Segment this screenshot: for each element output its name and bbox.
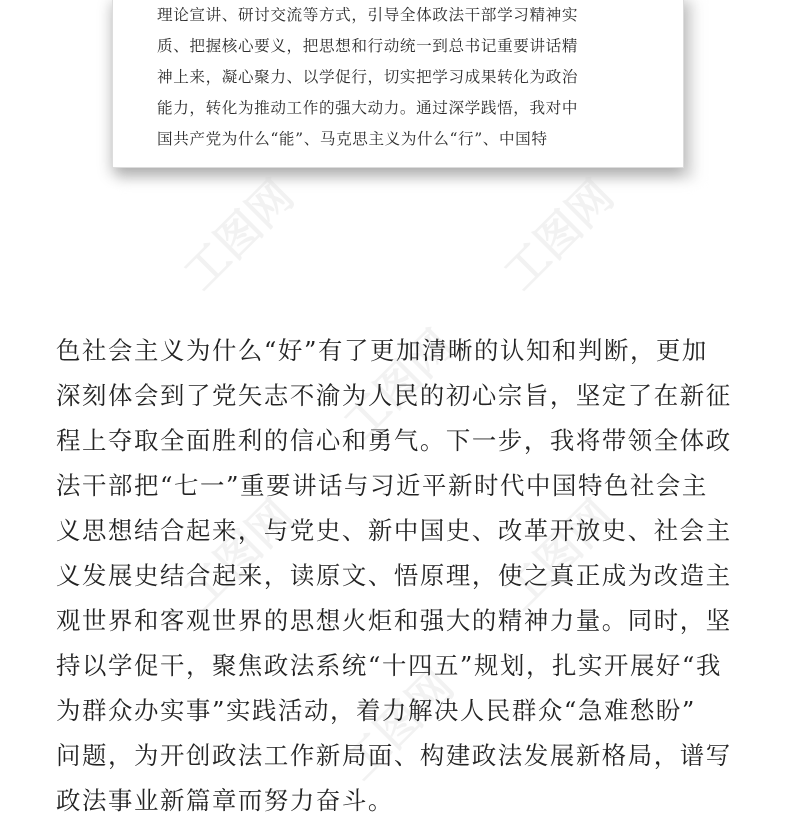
watermark: 工图网	[334, 320, 464, 450]
body-line: 持以学促干，聚焦政法系统“十四五”规划，扎实开展好“我	[56, 651, 722, 680]
card-line: 质、把握核心要义，把思想和行动统一到总书记重要讲话精	[157, 37, 579, 55]
body-line: 程上夺取全面胜利的信心和勇气。下一步，我将带领全体政	[56, 426, 732, 455]
watermark: 工图网	[334, 660, 464, 790]
watermark: 工图网	[174, 170, 304, 300]
body-line: 观世界和客观世界的思想火炬和强大的精神力量。同时，坚	[56, 606, 732, 635]
watermark: 工图网	[174, 490, 304, 620]
card-line: 理论宣讲、研讨交流等方式，引导全体政法干部学习精神实	[157, 6, 579, 24]
body-line: 政法事业新篇章而努力奋斗。	[56, 786, 394, 815]
card-line: 能力，转化为推动工作的强大动力。通过深学践悟，我对中	[157, 99, 579, 117]
body-line: 深刻体会到了党矢志不渝为人民的初心宗旨，坚定了在新征	[56, 381, 732, 410]
card-line: 国共产党为什么“能”、马克思主义为什么“行”、中国特	[157, 130, 548, 148]
body-line: 问题，为开创政法工作新局面、构建政法发展新格局，谱写	[56, 741, 732, 770]
body-line: 为群众办实事”实践活动，着力解决人民群众“急难愁盼”	[56, 696, 696, 725]
watermark: 工图网	[494, 170, 624, 300]
body-line: 法干部把“七一”重要讲话与习近平新时代中国特色社会主	[56, 471, 708, 500]
excerpt-card	[112, 0, 684, 168]
body-line: 色社会主义为什么“好”有了更加清晰的认知和判断，更加	[56, 336, 708, 365]
watermark: 工图网	[494, 490, 624, 620]
card-line: 神上来，凝心聚力、以学促行，切实把学习成果转化为政治	[157, 68, 579, 86]
body-line: 义发展史结合起来，读原文、悟原理，使之真正成为改造主	[56, 561, 732, 590]
body-line: 义思想结合起来，与党史、新中国史、改革开放史、社会主	[56, 516, 732, 545]
